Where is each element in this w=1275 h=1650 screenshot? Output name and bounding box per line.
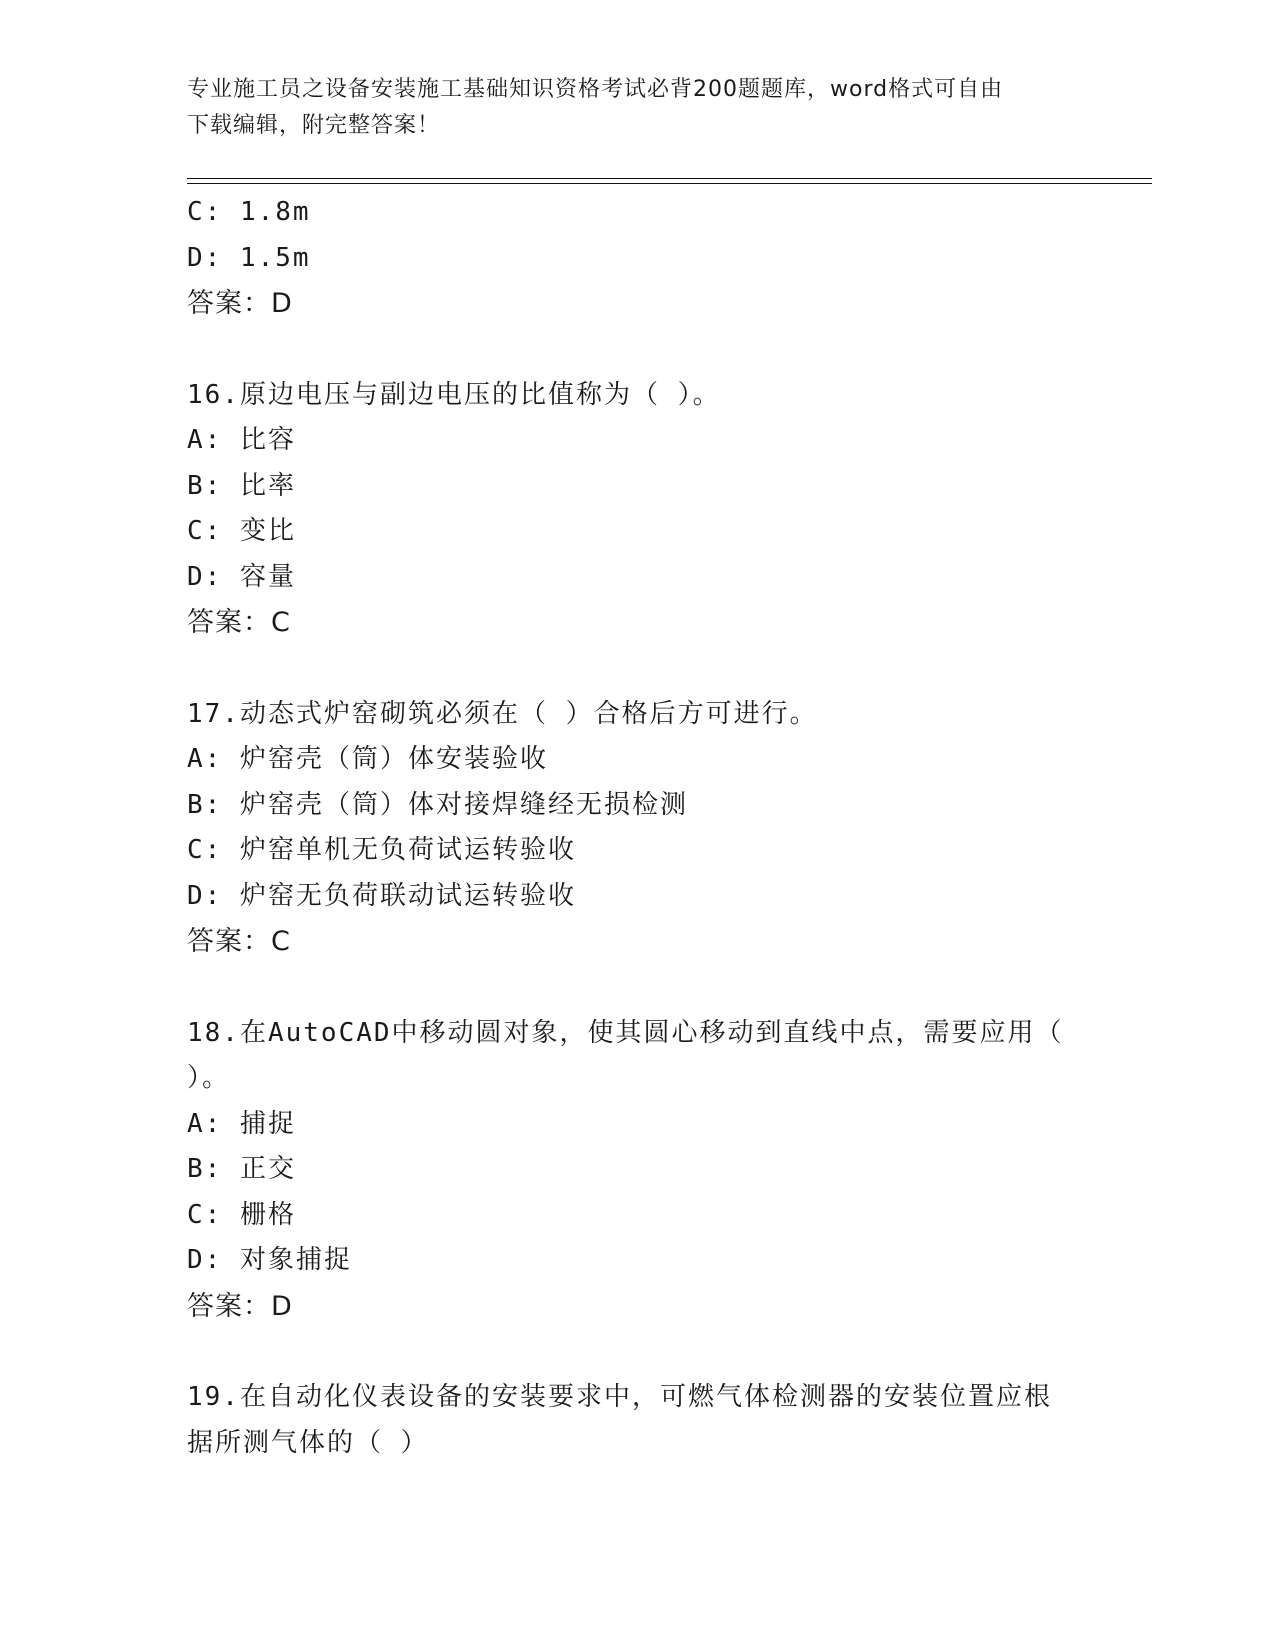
header-line-2: 下载编辑，附完整答案！ <box>187 113 441 138</box>
option-c: C: 栅格 <box>187 1199 296 1230</box>
header-line-1: 专业施工员之设备安装施工基础知识资格考试必背200题题库，word格式可自由 <box>187 77 1004 102</box>
option-b: B: 正交 <box>187 1154 296 1184</box>
option-d: D: 1.5m <box>187 242 311 273</box>
option-c: C: 1.8m <box>187 197 311 227</box>
question-text: 17.动态式炉窑砌筑必须在（ ）合格后方可进行。 <box>187 698 818 729</box>
question-text-line-1: 19.在自动化仪表设备的安装要求中，可燃气体检测器的安装位置应根 <box>187 1382 1052 1412</box>
question-text: 16.原边电压与副边电压的比值称为（ ）。 <box>187 379 721 410</box>
question-19 <box>187 1375 1087 1466</box>
question-18 <box>187 1011 1087 1330</box>
answer: 答案：D <box>187 288 293 319</box>
option-b: B: 炉窑壳（筒）体对接焊缝经无损检测 <box>187 789 688 820</box>
question-text-line-1: 18.在AutoCAD中移动圆对象，使其圆心移动到直线中点，需要应用（ <box>187 1017 1064 1048</box>
answer: 答案：C <box>187 607 291 638</box>
question-17 <box>187 692 1087 965</box>
header-rule-bottom <box>187 183 1152 184</box>
option-d: D: 容量 <box>187 561 296 592</box>
option-d: D: 对象捕捉 <box>187 1245 352 1275</box>
document-body <box>187 190 1087 1466</box>
option-a: A: 捕捉 <box>187 1108 296 1139</box>
option-c: C: 变比 <box>187 516 296 546</box>
question-16 <box>187 373 1087 646</box>
answer: 答案：D <box>187 1290 293 1322</box>
option-c: C: 炉窑单机无负荷试运转验收 <box>187 835 576 865</box>
option-a: A: 炉窑壳（筒）体安装验收 <box>187 744 548 774</box>
question-text-line-2: ）。 <box>187 1063 231 1093</box>
answer: 答案：C <box>187 926 291 957</box>
option-b: B: 比率 <box>187 470 296 501</box>
header-rule-top <box>187 178 1152 179</box>
option-a: A: 比容 <box>187 425 296 455</box>
option-d: D: 炉窑无负荷联动试运转验收 <box>187 880 576 911</box>
question-text-line-2: 据所测气体的（ ） <box>187 1427 429 1458</box>
question-15-tail <box>187 190 1087 327</box>
document-header <box>187 72 1087 144</box>
